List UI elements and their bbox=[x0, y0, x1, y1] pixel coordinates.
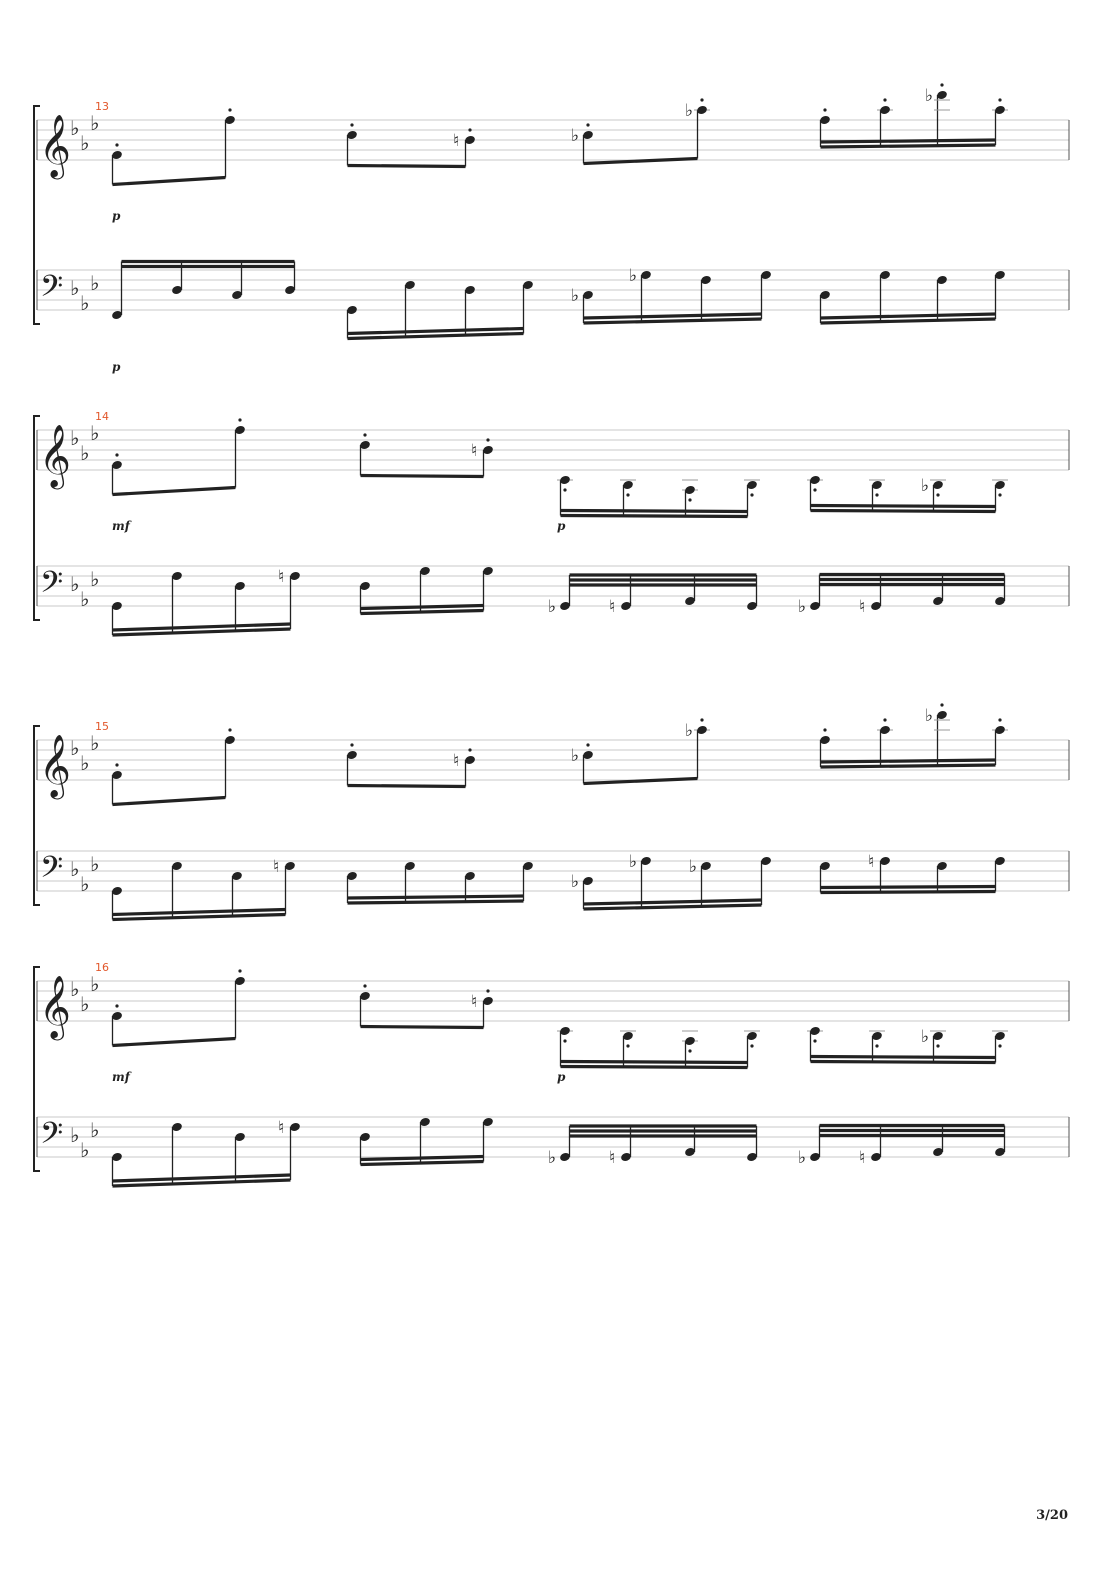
measure-number: 16 bbox=[95, 961, 109, 974]
flat-accidental: ♭ bbox=[925, 86, 934, 106]
staccato-dot bbox=[350, 123, 353, 126]
natural-accidental: ♮ bbox=[868, 852, 875, 872]
note-beam bbox=[348, 899, 524, 904]
staccato-dot bbox=[700, 718, 703, 721]
treble-staff bbox=[37, 421, 1069, 490]
note-beam bbox=[361, 474, 484, 478]
note-beam bbox=[570, 578, 757, 581]
note-beam bbox=[122, 260, 295, 263]
note-beam bbox=[820, 1124, 1005, 1127]
flat-accidental: ♭ bbox=[798, 597, 807, 617]
note-beam bbox=[820, 578, 1005, 581]
bass-beam-group bbox=[548, 573, 758, 617]
staccato-dot bbox=[875, 493, 878, 496]
key-flat: ♭ bbox=[90, 567, 100, 591]
note-beam bbox=[821, 143, 996, 148]
staccato-dot bbox=[940, 703, 943, 706]
natural-accidental: ♮ bbox=[471, 992, 478, 1012]
flat-accidental: ♭ bbox=[571, 746, 580, 766]
flat-accidental: ♭ bbox=[798, 1148, 807, 1168]
staccato-dot bbox=[813, 488, 816, 491]
note-beam bbox=[113, 486, 236, 496]
staccato-dot bbox=[115, 453, 118, 456]
flat-accidental: ♭ bbox=[689, 857, 698, 877]
staccato-dot bbox=[563, 488, 566, 491]
natural-accidental: ♮ bbox=[278, 1118, 285, 1138]
staccato-dot bbox=[936, 493, 939, 496]
staccato-dot bbox=[823, 108, 826, 111]
natural-accidental: ♮ bbox=[859, 1148, 866, 1168]
flat-accidental: ♭ bbox=[685, 721, 694, 741]
note-beam bbox=[361, 604, 484, 610]
natural-accidental: ♮ bbox=[278, 567, 285, 587]
bass-clef: 𝄢 bbox=[40, 851, 64, 892]
note-beam bbox=[113, 796, 226, 806]
key-flat: ♭ bbox=[70, 276, 80, 300]
key-flat: ♭ bbox=[90, 111, 100, 135]
staccato-dot bbox=[626, 493, 629, 496]
flat-accidental: ♭ bbox=[548, 1148, 557, 1168]
staccato-dot bbox=[115, 763, 118, 766]
staccato-dot bbox=[350, 743, 353, 746]
staccato-dot bbox=[883, 98, 886, 101]
dynamic-marking: p bbox=[112, 209, 121, 223]
staccato-dot bbox=[998, 493, 1001, 496]
staccato-dot bbox=[998, 718, 1001, 721]
note-beam bbox=[811, 1060, 996, 1064]
bass-beam-group bbox=[111, 1118, 301, 1188]
key-flat: ♭ bbox=[70, 426, 80, 450]
bass-beam-group bbox=[798, 573, 1006, 617]
staccato-dot bbox=[115, 1004, 118, 1007]
note-beam bbox=[584, 777, 698, 785]
note-beam bbox=[561, 509, 748, 513]
note-beam bbox=[811, 1055, 996, 1059]
bass-beam-group bbox=[359, 1117, 494, 1166]
flat-accidental: ♭ bbox=[685, 101, 694, 121]
staccato-dot bbox=[115, 143, 118, 146]
key-flat: ♭ bbox=[90, 421, 100, 445]
staccato-dot bbox=[813, 1039, 816, 1042]
dynamic-marking: mf bbox=[112, 519, 130, 533]
dynamic-marking: p bbox=[557, 519, 566, 533]
note-beam bbox=[820, 1129, 1005, 1132]
key-flat: ♭ bbox=[80, 441, 90, 465]
bass-staff bbox=[37, 851, 1069, 896]
note-beam bbox=[820, 573, 1005, 576]
bass-beam-group bbox=[346, 861, 534, 905]
system-15 bbox=[34, 703, 1069, 921]
flat-accidental: ♭ bbox=[921, 476, 930, 496]
bass-clef: 𝄢 bbox=[40, 1117, 64, 1158]
note-beam bbox=[361, 609, 484, 615]
natural-accidental: ♮ bbox=[453, 751, 460, 771]
staccato-dot bbox=[586, 123, 589, 126]
treble-beam-group bbox=[557, 1026, 760, 1069]
bass-beam-group bbox=[359, 566, 494, 615]
note-beam bbox=[361, 1025, 484, 1029]
staccato-dot bbox=[228, 728, 231, 731]
note-beam bbox=[570, 1134, 757, 1137]
treble-beam-group bbox=[819, 703, 1008, 768]
system-16 bbox=[34, 961, 1069, 1188]
staccato-dot bbox=[700, 98, 703, 101]
note-beam bbox=[811, 504, 996, 508]
system-13 bbox=[34, 83, 1069, 374]
key-flat: ♭ bbox=[70, 857, 80, 881]
bass-clef: 𝄢 bbox=[40, 270, 64, 311]
key-flat: ♭ bbox=[70, 977, 80, 1001]
key-flat: ♭ bbox=[80, 992, 90, 1016]
staccato-dot bbox=[936, 1044, 939, 1047]
note-beam bbox=[561, 1060, 748, 1064]
bass-staff bbox=[37, 270, 1069, 315]
staccato-dot bbox=[228, 108, 231, 111]
flat-accidental: ♭ bbox=[921, 1027, 930, 1047]
measure-number: 13 bbox=[95, 100, 109, 113]
bass-beam-group bbox=[571, 266, 772, 325]
natural-accidental: ♮ bbox=[471, 441, 478, 461]
note-beam bbox=[570, 1124, 757, 1127]
note-beam bbox=[821, 885, 996, 889]
staccato-dot bbox=[688, 498, 691, 501]
key-flat: ♭ bbox=[70, 572, 80, 596]
note-beam bbox=[561, 514, 748, 518]
treble-staff bbox=[37, 972, 1069, 1041]
key-flat: ♭ bbox=[80, 872, 90, 896]
note-beam bbox=[113, 176, 226, 186]
flat-accidental: ♭ bbox=[571, 286, 580, 306]
treble-clef: 𝄞 bbox=[39, 734, 71, 797]
staccato-dot bbox=[363, 984, 366, 987]
treble-clef: 𝄞 bbox=[39, 424, 71, 487]
treble-beam-group bbox=[557, 475, 760, 518]
note-beam bbox=[570, 573, 757, 576]
key-flat: ♭ bbox=[90, 852, 100, 876]
note-beam bbox=[820, 583, 1005, 586]
note-beam bbox=[348, 784, 466, 788]
measure-number: 14 bbox=[95, 410, 109, 423]
note-beam bbox=[361, 1155, 484, 1161]
treble-beam-group bbox=[819, 83, 1008, 148]
bass-clef: 𝄢 bbox=[40, 566, 64, 607]
note-beam bbox=[113, 1037, 236, 1047]
staccato-dot bbox=[823, 728, 826, 731]
staccato-dot bbox=[468, 748, 471, 751]
note-beam bbox=[821, 138, 996, 143]
staccato-dot bbox=[940, 83, 943, 86]
natural-accidental: ♮ bbox=[453, 131, 460, 151]
key-flat: ♭ bbox=[80, 751, 90, 775]
key-flat: ♭ bbox=[80, 291, 90, 315]
staccato-dot bbox=[586, 743, 589, 746]
system-14 bbox=[34, 410, 1069, 637]
key-flat: ♭ bbox=[80, 587, 90, 611]
dynamic-marking: mf bbox=[112, 1070, 130, 1084]
key-flat: ♭ bbox=[90, 1118, 100, 1142]
flat-accidental: ♭ bbox=[571, 872, 580, 892]
flat-accidental: ♭ bbox=[925, 706, 934, 726]
staccato-dot bbox=[486, 989, 489, 992]
staccato-dot bbox=[875, 1044, 878, 1047]
staccato-dot bbox=[238, 418, 241, 421]
natural-accidental: ♮ bbox=[859, 597, 866, 617]
staccato-dot bbox=[626, 1044, 629, 1047]
note-beam bbox=[811, 509, 996, 513]
bass-beam-group bbox=[111, 857, 296, 921]
treble-beam-group bbox=[571, 718, 710, 785]
treble-beam-group bbox=[807, 475, 1008, 513]
staccato-dot bbox=[238, 969, 241, 972]
key-flat: ♭ bbox=[70, 736, 80, 760]
bass-beam-group bbox=[819, 852, 1006, 894]
page-number: 3/20 bbox=[1036, 1508, 1068, 1523]
note-beam bbox=[584, 157, 698, 165]
measure-number: 15 bbox=[95, 720, 109, 733]
key-flat: ♭ bbox=[90, 972, 100, 996]
key-flat: ♭ bbox=[80, 131, 90, 155]
note-beam bbox=[348, 164, 466, 168]
note-beam bbox=[570, 1129, 757, 1132]
staccato-dot bbox=[563, 1039, 566, 1042]
bass-beam-group bbox=[798, 1124, 1006, 1168]
natural-accidental: ♮ bbox=[609, 597, 616, 617]
flat-accidental: ♭ bbox=[629, 852, 638, 872]
note-beam bbox=[820, 1134, 1005, 1137]
note-beam bbox=[348, 894, 524, 899]
staccato-dot bbox=[486, 438, 489, 441]
flat-accidental: ♭ bbox=[629, 266, 638, 286]
key-flat: ♭ bbox=[70, 1123, 80, 1147]
treble-clef: 𝄞 bbox=[39, 975, 71, 1038]
treble-clef: 𝄞 bbox=[39, 114, 71, 177]
key-flat: ♭ bbox=[90, 271, 100, 295]
flat-accidental: ♭ bbox=[571, 126, 580, 146]
treble-beam-group bbox=[807, 1026, 1008, 1064]
note-beam bbox=[122, 265, 295, 268]
bass-beam-group bbox=[111, 567, 301, 637]
staccato-dot bbox=[750, 1044, 753, 1047]
staccato-dot bbox=[363, 433, 366, 436]
note-beam bbox=[561, 1065, 748, 1069]
dynamic-marking: p bbox=[112, 360, 121, 374]
flat-accidental: ♭ bbox=[548, 597, 557, 617]
natural-accidental: ♮ bbox=[273, 857, 280, 877]
natural-accidental: ♮ bbox=[609, 1148, 616, 1168]
staccato-dot bbox=[883, 718, 886, 721]
key-flat: ♭ bbox=[90, 731, 100, 755]
note-beam bbox=[361, 1160, 484, 1166]
bass-beam-group bbox=[819, 270, 1006, 325]
staccato-dot bbox=[468, 128, 471, 131]
key-flat: ♭ bbox=[80, 1138, 90, 1162]
staccato-dot bbox=[750, 493, 753, 496]
dynamic-marking: p bbox=[557, 1070, 566, 1084]
note-beam bbox=[570, 583, 757, 586]
note-beam bbox=[821, 763, 996, 768]
treble-beam-group bbox=[571, 98, 710, 165]
key-flat: ♭ bbox=[70, 116, 80, 140]
note-beam bbox=[821, 758, 996, 763]
staccato-dot bbox=[998, 1044, 1001, 1047]
staccato-dot bbox=[998, 98, 1001, 101]
staccato-dot bbox=[688, 1049, 691, 1052]
bass-beam-group bbox=[548, 1124, 758, 1168]
